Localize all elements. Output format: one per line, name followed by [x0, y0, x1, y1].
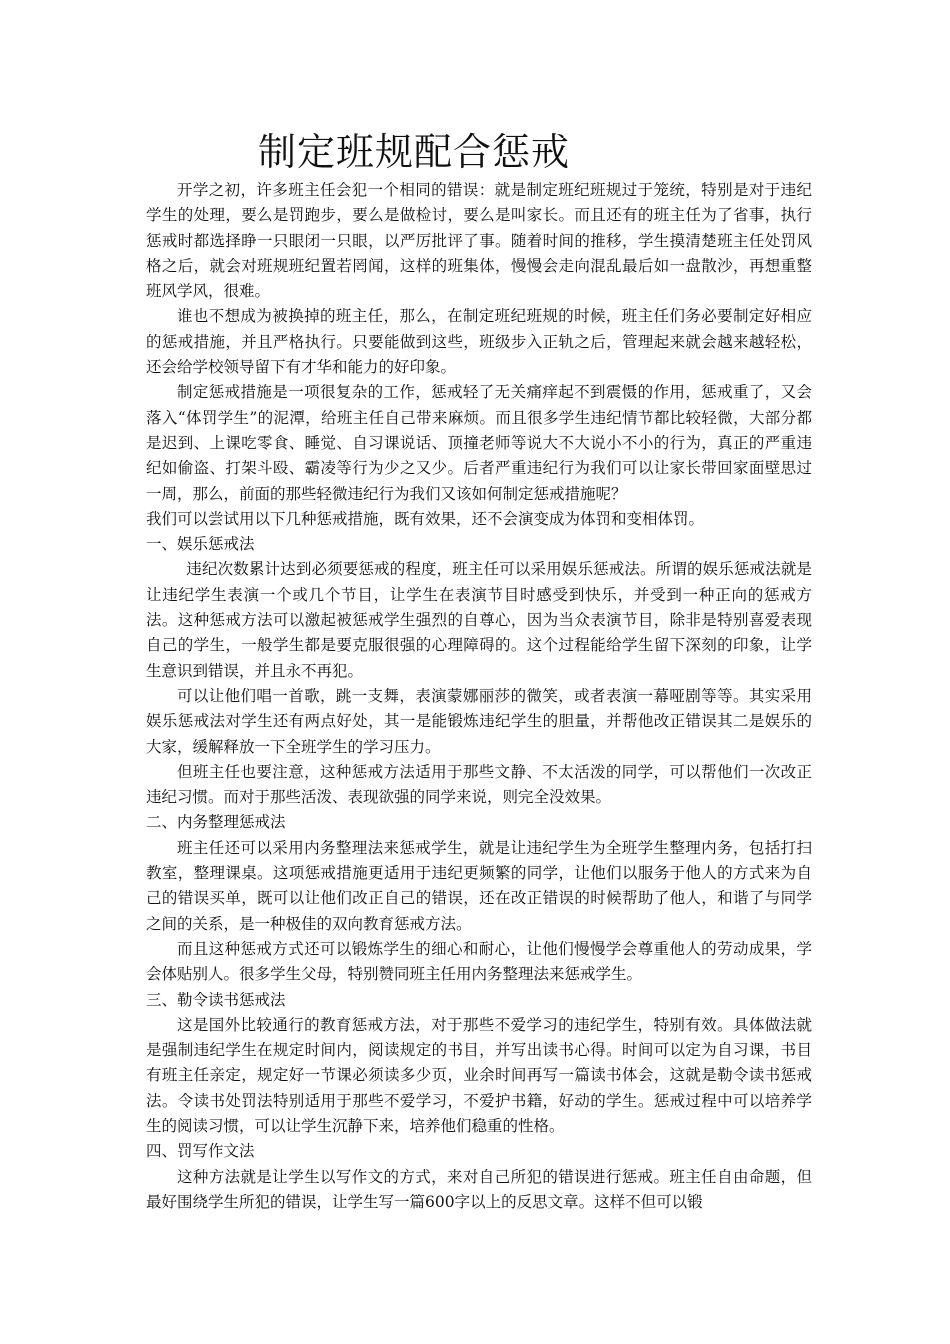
- paragraph: 我们可以尝试用以下几种惩戒措施，既有效果，还不会演变成为体罚和变相体罚。: [146, 509, 705, 528]
- section-heading: 三、勒令读书惩戒法: [146, 990, 286, 1009]
- paragraph: 这是国外比较通行的教育惩戒方法，对于那些不爱学习的违纪学生，特别有效。具体做法就是强制违纪学生在规定时间内，阅读规定的书目，并写出读书心得。时间可以定为自习课，书目有班主任亲定，规定好一节课必须读多少页，业余时间再写一篇读书体会，这就是勒令读书惩戒法。令读书处罚法特别适用于那些不爱学习，不爱护书籍，好动的学生。惩戒过程中可以培养学生的阅读习惯，可以让学生沉静下来，培养他们稳重的性格。: [146, 1015, 812, 1135]
- document-title: 制定班规配合惩戒: [258, 130, 571, 174]
- paragraph: 制定惩戒措施是一项很复杂的工作，惩戒轻了无关痛痒起不到震慑的作用，惩戒重了，又会落入“体罚学生”的泥潭，给班主任自己带来麻烦。而且很多学生违纪情节都比较轻微，大部分都是迟到、上课吃零食、睡觉、自习课说话、顶撞老师等说大不大说小不小的行为，真正的严重违纪如偷盗、打架斗殴、霸凌等行为少之又少。后者严重违纪行为我们可以让家长带回家面壁思过一周，那么，前面的那些轻微违纪行为我们又该如何制定惩戒措施呢？: [146, 383, 812, 503]
- paragraph: 这种方法就是让学生以写作文的方式，来对自己所犯的错误进行惩戒。班主任自由命题，但最好围绕学生所犯的错误，让学生写一篇600字以上的反思文章。这样不但可以锻: [146, 1167, 812, 1211]
- document-body: [146, 178, 812, 1215]
- paragraph: 谁也不想成为被换掉的班主任，那么，在制定班纪班规的时候，班主任们务必要制定好相应的惩戒措施，并且严格执行。只要能做到这些，班级步入正轨之后，管理起来就会越来越轻松，还会给学校领导留下有才华和能力的好印象。: [146, 307, 812, 377]
- section-heading: 一、娱乐惩戒法: [146, 535, 255, 554]
- paragraph: 而且这种惩戒方式还可以锻炼学生的细心和耐心，让他们慢慢学会尊重他人的劳动成果，学会体贴别人。很多学生父母，特别赞同班主任用内务整理法来惩戒学生。: [146, 939, 812, 984]
- paragraph: 班主任还可以采用内务整理法来惩戒学生，就是让违纪学生为全班学生整理内务，包括打扫教室，整理课桌。这项惩戒措施更适用于违纪更频繁的同学，让他们以服务于他人的方式来为自己的错误买单，既可以让他们改正自己的错误，还在改正错误的时候帮助了他人，和谐了与同学之间的关系，是一种极佳的双向教育惩戒方法。: [146, 838, 812, 933]
- section-heading: 四、罚写作文法: [146, 1142, 255, 1161]
- paragraph: 违纪次数累计达到必须要惩戒的程度，班主任可以采用娱乐惩戒法。所谓的娱乐惩戒法就是让违纪学生表演一个或几个节目，让学生在表演节目时感受到快乐，并受到一种正向的惩戒方法。这种惩戒方法可以激起被惩戒学生强烈的自尊心，因为当众表演节目，除非是特别喜爱表现自己的学生，一般学生都是要克服很强的心理障碍的。这个过程能给学生留下深刻的印象，让学生意识到错误，并且永不再犯。: [146, 560, 812, 680]
- section-heading: 二、内务整理惩戒法: [146, 813, 286, 832]
- paragraph: 但班主任也要注意，这种惩戒方法适用于那些文静、不太活泼的同学，可以帮他们一次改正违纪习惯。而对于那些活泼、表现欲强的同学来说，则完全没效果。: [146, 762, 812, 807]
- paragraph: 可以让他们唱一首歌，跳一支舞，表演蒙娜丽莎的微笑，或者表演一幕哑剧等等。其实采用娱乐惩戒法对学生还有两点好处，其一是能锻炼违纪学生的胆量，并帮他改正错误其二是娱乐的大家，缓解释放一下全班学生的学习压力。: [146, 686, 812, 756]
- paragraph: 开学之初，许多班主任会犯一个相同的错误：就是制定班纪班规过于笼统，特别是对于违纪学生的处理，要么是罚跑步，要么是做检讨，要么是叫家长。而且还有的班主任为了省事，执行惩戒时都选择睁一只眼闭一只眼，以严厉批评了事。随着时间的推移，学生摸清楚班主任处罚风格之后，就会对班规班纪置若罔闻，这样的班集体，慢慢会走向混乱最后如一盘散沙，再想重整班风学风，很难。: [146, 181, 812, 301]
